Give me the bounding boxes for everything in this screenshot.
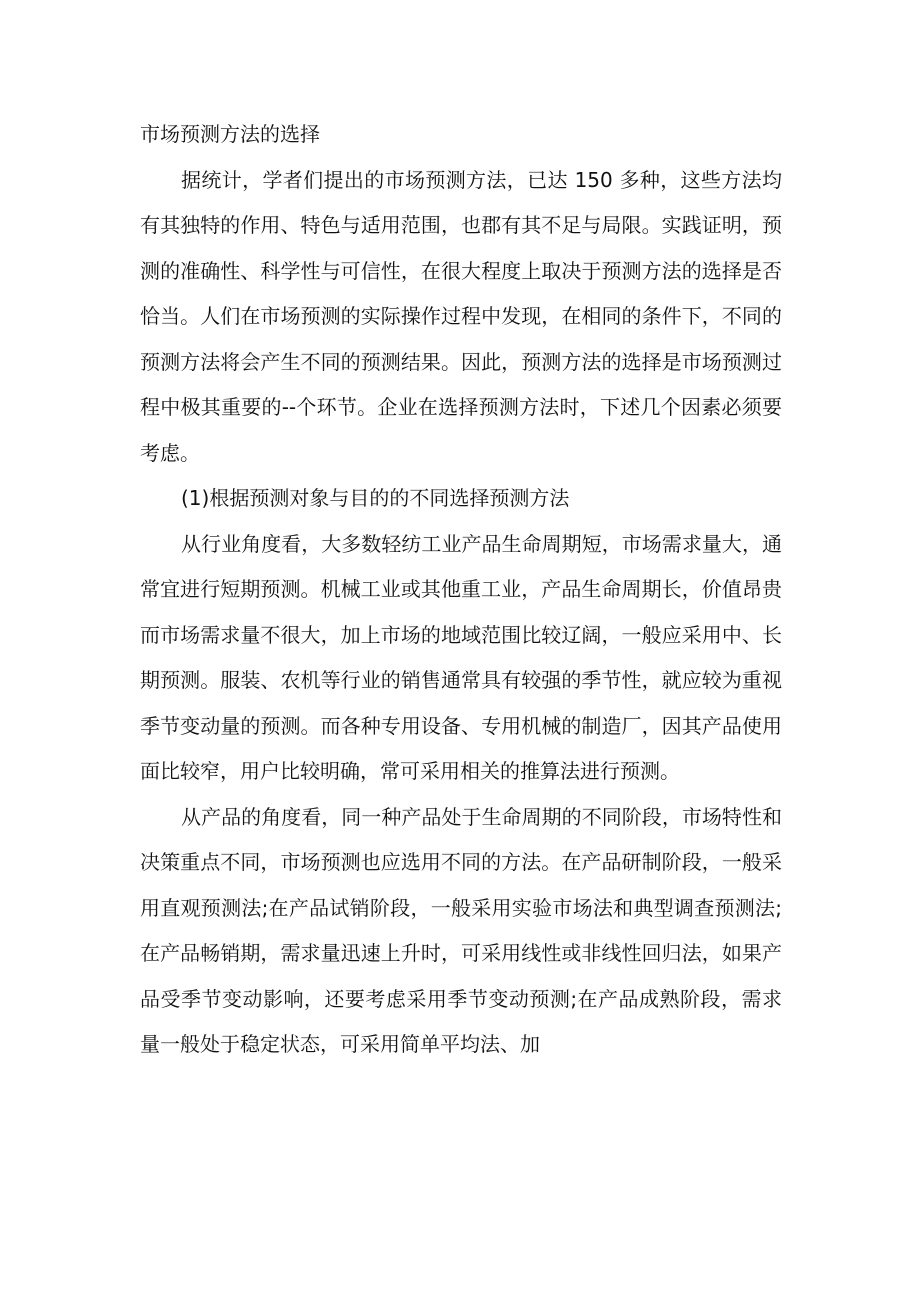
document-body: [140, 112, 782, 1068]
paragraph-intro: 据统计，学者们提出的市场预测方法，已达 150 多种，这些方法均有其独特的作用、特色与适用范围，也郡有其不足与局限。实践证明，预测的准确性、科学性与可信性，在很大程度上取决于预测方法的选择是否恰当。人们在市场预测的实际操作过程中发现，在相同的条件下，不同的预测方法将会产生不同的预测结果。因此，预测方法的选择是市场预测过程中极其重要的--个环节。企业在选择预测方法时，下述几个因素必须要考虑。: [140, 167, 782, 465]
paragraph-product: 从产品的角度看，同一种产品处于生命周期的不同阶段，市场特性和决策重点不同，市场预测也应选用不同的方法。在产品研制阶段，一般采用直观预测法;在产品试销阶段，一般采用实验市场法和典型调查预测法;在产品畅销期，需求量迅速上升时，可采用线性或非线性回归法，如果产品受季节变动影响，还要考虑采用季节变动预测;在产品成熟阶段，需求量一般处于稳定状态，可采用简单平均法、加: [140, 804, 782, 1056]
paragraph-industry: 从行业角度看，大多数轻纺工业产品生命周期短，市场需求量大，通常宜进行短期预测。机械工业或其他重工业，产品生命周期长，价值昂贵而市场需求量不很大，加上市场的地域范围比较辽阔，一般应采用中、长期预测。服装、农机等行业的销售通常具有较强的季节性，就应较为重视季节变动量的预测。而各种专用设备、专用机械的制造厂，因其产品使用面比较窄，用户比较明确，常可采用相关的推算法进行预测。: [140, 531, 782, 783]
document-title: 市场预测方法的选择: [140, 122, 320, 146]
section-heading: (1)根据预测对象与目的的不同选择预测方法: [181, 486, 570, 510]
